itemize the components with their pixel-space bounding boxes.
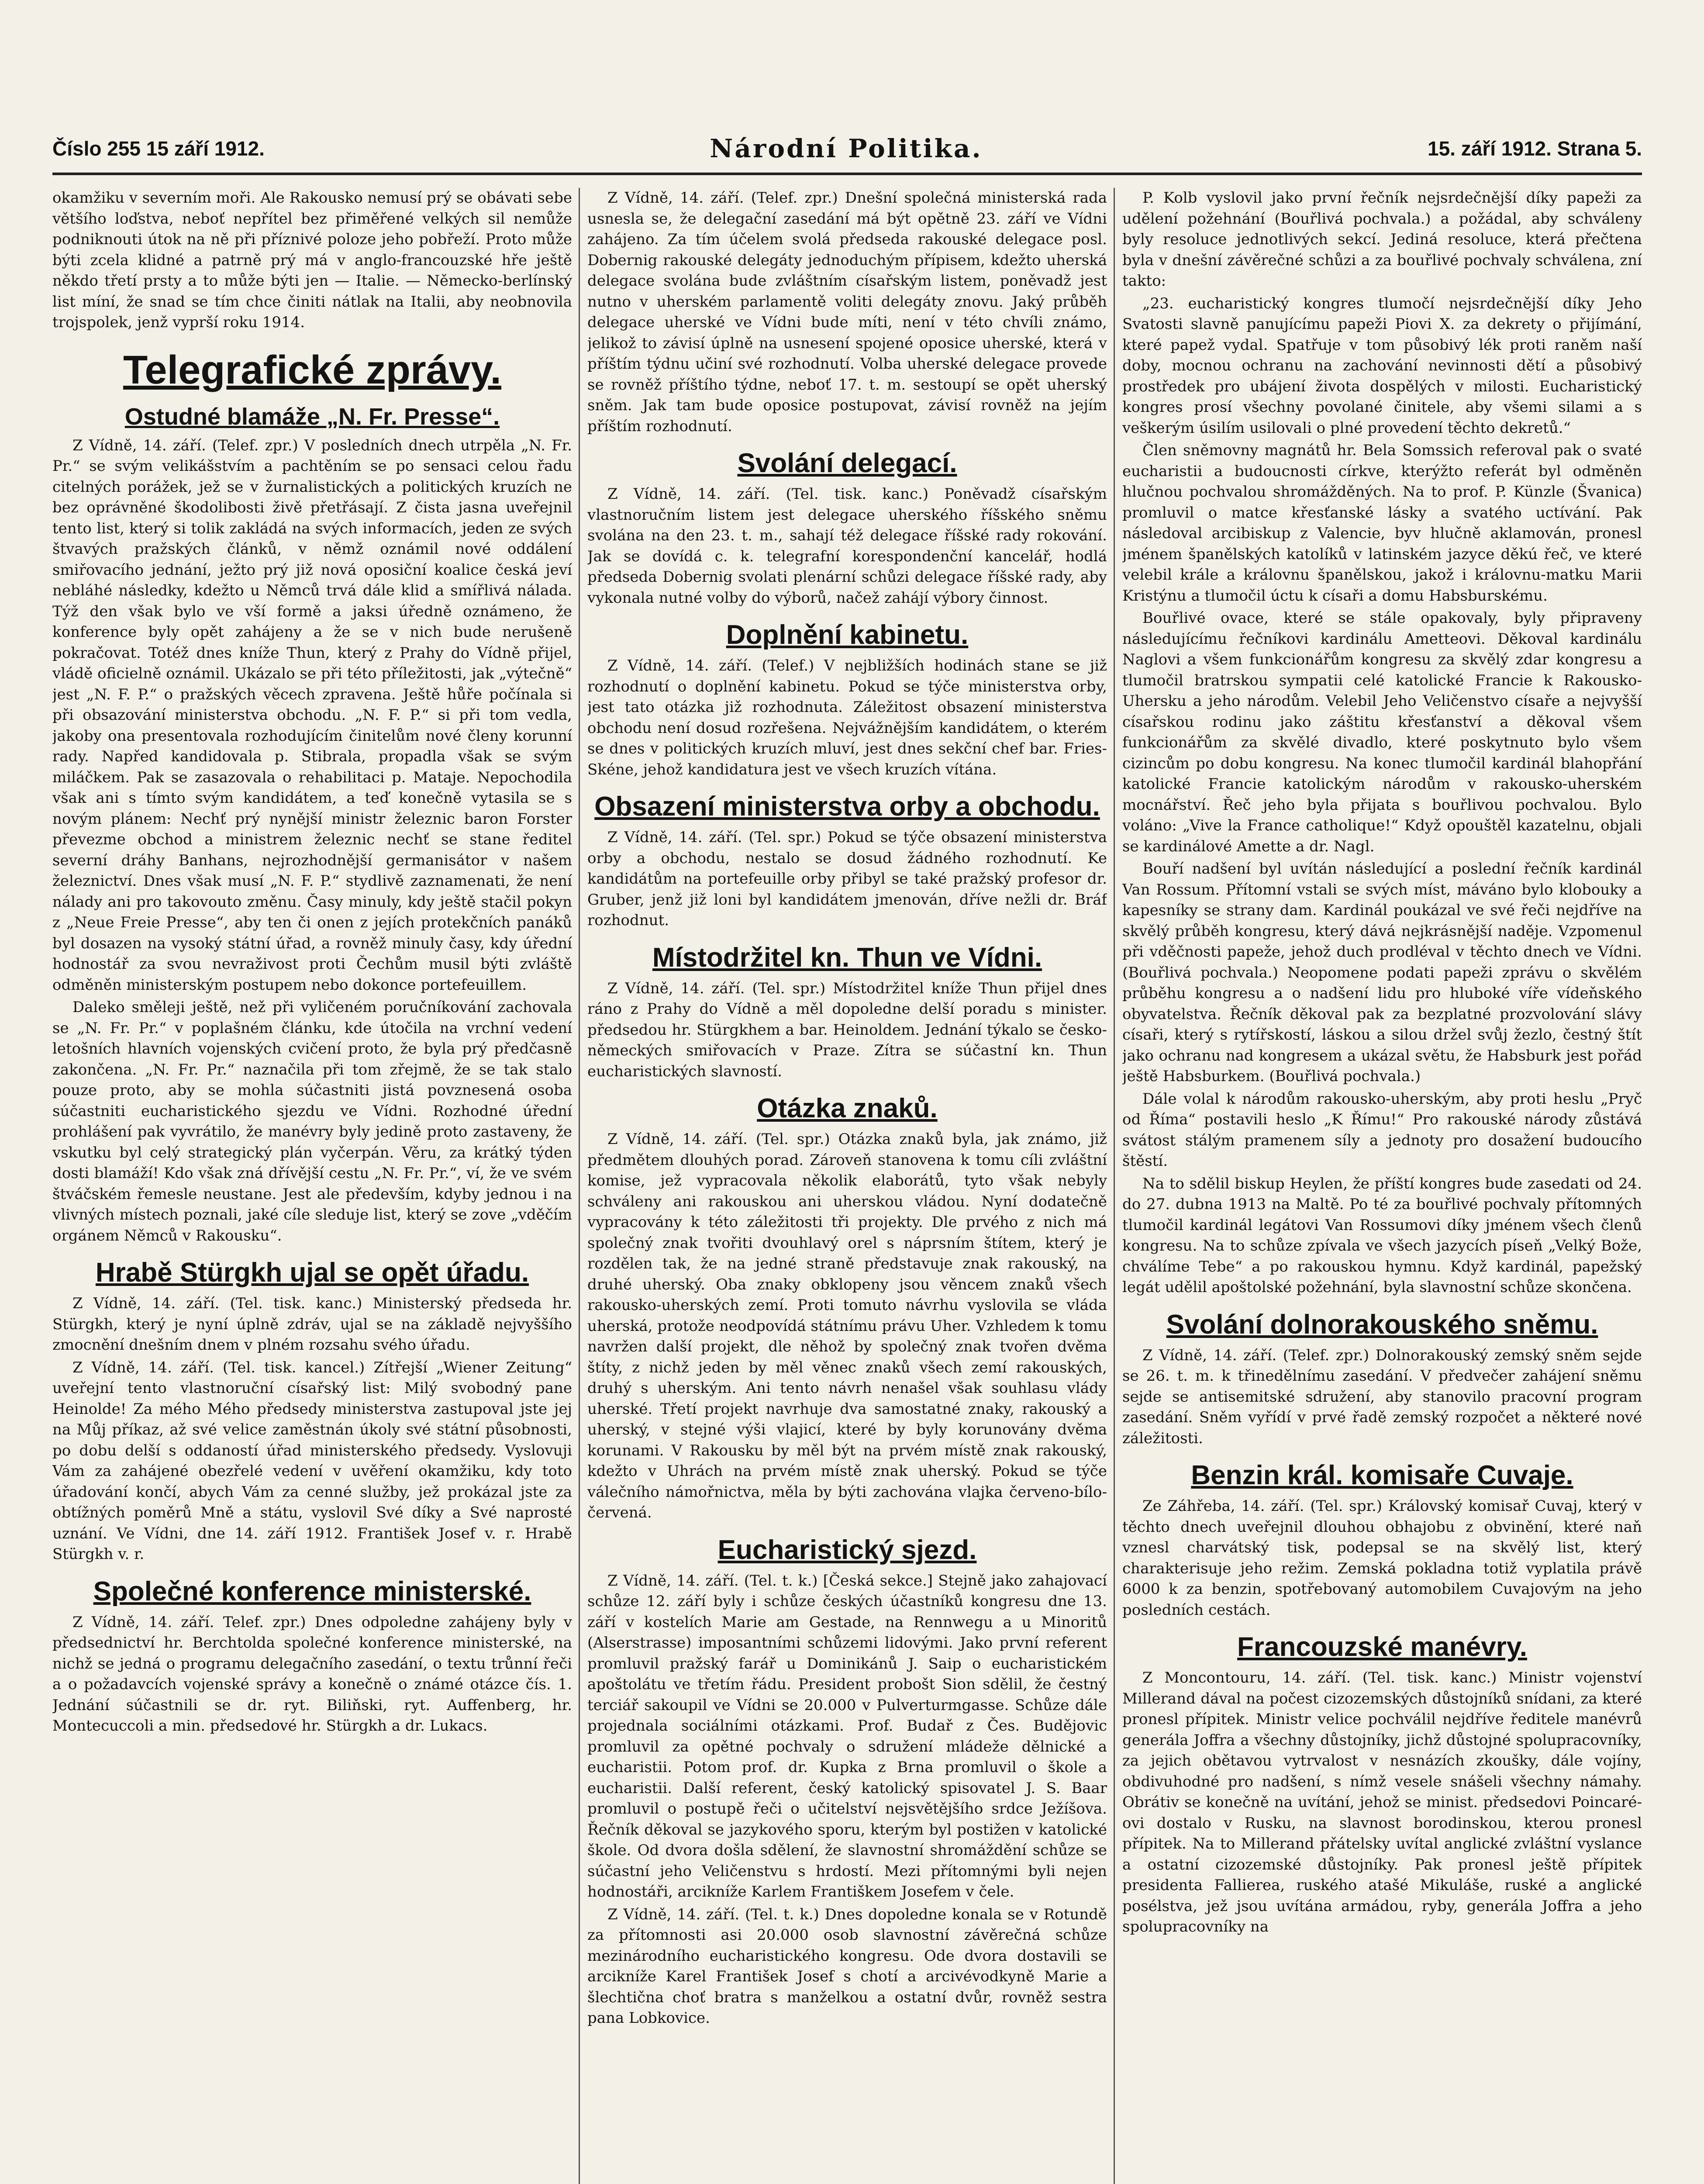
issue-number: Číslo 255 15 září 1912. [52,137,265,160]
headline-eucharisticky-sjezd: Eucharistický sjezd. [717,1534,977,1565]
article-paragraph: Člen sněmovny magnátů hr. Bela Somssich referoval pak o svaté eucharistii a budoucnosti církve, kterýžto referát byl odměněn hlučnou pochvalou shromážděných. Na to prof. P. Künzle (Švanica) promluvil o matce křesťanské lásky a svatého uctívání. Pak následoval arcibiskup z Valencie, byv hlučně aklamován, pronesl jménem španělských katolíků v latinském jazyce děkú řeč, ve které velebil krále a královnu španělskou, jakož i královnu-matku Marii Kristýnu a tlumočil úctu k císaři a domu Habsburskému. [1122,442,1642,605]
column-divider [1114,188,1115,2184]
article-paragraph: Z Moncontouru, 14. září. (Tel. tisk. kanc.) Ministr vojenství Millerand dával na počest cizozemských důstojníků snídani, za které pronesl přípitek. Ministr velice pochválil nejdříve ředitele manévrů generála Joffra a všechny důstojníky, jichž důstojné spolupracovníky, za jejich obětavou vytrvalost v nesnázích zkoušky, dále vojíny, obdivuhodné pro nadšení, s nímž vesele snášeli všechny námahy. Obrátiv se konečně na uvítání, jehož se minist. předsedovi Poincaré-ovi dostalo v Rusku, na slavnost borodinskou, kterou pronesl přípitek. Na to Millerand přátelsky uvítal anglické zvláštní vyslance a ostatní cizozemské důstojníky. Pak pronesl ještě přípitek presidenta Fallierea, ruského atašé Mikuláše, ruské a anglické posélstva, jež jsou uvítána armádou, ryby, generála Joffra a jeho spolupracovníky na [1122,1669,1642,1935]
headline-francouzske-manevry: Francouzské manévry. [1237,1632,1527,1662]
headline-otazka-znaku: Otázka znaků. [757,1093,938,1123]
headline-cuvaj: Benzin král. komisaře Cuvaje. [1191,1460,1573,1490]
article-paragraph: Ze Záhřeba, 14. září. (Tel. spr.) Královský komisař Cuvaj, který v těchto dnech uveřejnil dlouhou obhajobu z obvinění, které naň vznesl charvátský tisk, podepsal se na skvělý list, který charakterisuje jeho režim. Zemská pokladna totiž vyplatila právě 6000 k za benzin, spotřebovaný automobilem Cuvajovým na jeho posledních cestách. [1122,1497,1642,1619]
article-paragraph: Z Vídně, 14. září. (Tel. tisk. kancel.) Zítřejší „Wiener Zeitung“ uveřejní tento vlastnoruční císařský list: Milý svobodný pane Heinolde! Za mého Mého předsedy ministerstva zastupoval jste jej na Můj příkaz, až své velice zaměstnán úkoly své státní působnosti, po dobu delší s oddaností úřad ministerského předsedy. Vyslovuji Vám za zahájené obezřelé vedení v uvěření okamžiku, kdy toto úřadování končí, abych Vám za cenné služby, jež prokázal jste za obtížných poměrů Mně a státu, vyslovil Své díky a Své naprosté uznání. Ve Vídni, dne 14. září 1912. František Josef v. r. Hrabě Stürgkh v. r. [52,1358,572,1563]
article-paragraph: Z Vídně, 14. září. (Telef.) V nejbližších hodinách stane se již rozhodnutí o doplnění kabinetu. Pokud se týče ministerstva orby, jest tato otázka již rozhodnuta. Záležitost obsazení ministerstva obchodu není dosud rozřešena. Nejvážnějším kandidátem, o kterém se dnes v politických kruzích mluví, jest dnes sekční chef bar. Fries-Skéne, jehož kandidatura jest ve všech kruzích vítána. [587,657,1107,778]
article-paragraph: Z Vídně, 14. září. (Tel. t. k.) [Česká sekce.] Stejně jako zahajovací schůze 12. září byly i schůze českých účastníků kongresu dne 13. září v kostelích Marie am Gestade, na Rennwegu a u Minoritů (Alserstrasse) imposantními schůzemi lidovými. Jako první referent promluvil pražský farář u Dominikánů J. Saip o eucharistickém apoštolátu ve třetím řádu. President probošt Sion sdělil, že čestný terciář sakoupil ve Vídni se 20.000 v Pulverturmgasse. Schůze dále projednala sociálními otázkami. Prof. Budař z Čes. Budějovic promluvil za opětné pochvaly o sdružení mládeže dělnické a eucharistii. Potom prof. dr. Kupka z Brna promluvil o škole a eucharistii. Další referent, český katolický spisovatel J. S. Baar promluvil o postupě řeči o učitelství nejsvětějšího srdce Ježíšova. Řečník děkoval se jazykového sporu, kterým byl postižen v katolické škole. Od dvora došla sdělení, že slavnostní shromáždění schůze se súčastní jeho Veličenstvu s hrdostí. Mezi přítomnými byli nejen hodnostáři, arcikníže Karlem Františkem Josefem v čele. [587,1572,1107,1901]
headline-sturgkh: Hrabě Stürgkh ujal se opět úřadu. [95,1258,529,1288]
column-1 [52,188,572,2184]
article-paragraph: Z Vídně, 14. září. (Tel. spr.) Otázka znaků byla, jak známo, již předmětem dlouhých porad. Zároveň stanovena k tomu cíli zvláštní komise, jež vypracovala několik elaborátů, tyto však nebyly schváleny ani rakouskou ani uherskou vládou. Nyní dodatečně vypracovány k této záležitosti tři projekty. Dle prvého z nich má společný znak tvořiti dvouhlavý orel s náprsním štítem, který je rozdělen tak, že na jedné straně představuje znak rakouský, na druhé uherský. Oba znaky obklopeny jsou věncem znaků všech rakousko-uherských zemí. Proti tomuto návrhu vyslovila se vláda uherská, protože neodpovídá státnímu právu Uher. Vzhledem k tomu navržen další projekt, dle něhož by společný znak tvořen dvěma štíty, z nichž jeden by měl věnec znaků všech zemí rakouských, druhý s uherským. Ani tento návrh nenašel však souhlasu vlády uherské. Třetí projekt navrhuje dva samostatné znaky, rakouský a uherský, v stejné výši vlajicí, které by byly korunovány dvěma korunami. V Rakousku by měl být na prvém místě znak rakouský, kdežto v Uhrách na prvém místě znak uherský. Pokud se týče válečního námořnictva, měla by býti zachována vlajka červeno-bílo-červená. [587,1130,1107,1521]
section-heading-telegraficke: Telegrafické zprávy. [123,347,501,392]
headline-obsazeni-ministerstva: Obsazení ministerstva orby a obchodu. [594,791,1100,822]
article-paragraph: Bouří nadšení byl uvítán následující a poslední řečník kardinál Van Rossum. Přítomní vstali se svých míst, máváno bylo klobouky a kapesníky se strany dam. Kardinál poukázal ve své řeči nejdříve na skvělý průběh kongresu, který dává nejkrásnější naděje. Vzpomenul při vděčnosti papeže, jehož duch prodléval v těchto dnech ve Vídni. (Bouřlivá pochvala.) Neopomene podati papeži zprávu o skvělém průběhu kongresu a o nadšení lidu pro hluboké víře vídeňského obyvatelstva. Řečník děkoval pak za bezplatné prozvolování slávy císaři, který s rytířskostí, láskou a silou držel svůj žezlo, čestný štít jako ochranu nad kongresem a ukázal světu, že Habsburk jest pořád ještě Habsburkem. (Bouřlivá pochvala.) [1122,860,1642,1085]
article-paragraph: Z Vídně, 14. září. (Tel. tisk. kanc.) Ministerský předseda hr. Stürgkh, který je nyní úplně zdráv, ujal se na základě nejvyššího zmocnění dnešním dnem v plném rozsahu svého úřadu. [52,1295,572,1354]
article-paragraph: Z Vídně, 14. září. (Tel. tisk. kanc.) Poněvadž císařským vlastnoručním listem jest delegace uherského říšského sněmu svolána na den 23. t. m., sahají též delegace říšské rady rokování. Jak se dovídá c. k. telegrafní korespondenční kancelář, hodlá předseda Dobernig svolati plenární schůzi delegace říšské rady, aby vykonala nutné volby do výborů, načež zahájí výbory činnost. [587,485,1107,607]
masthead [52,131,1642,166]
headline-doplneni-kabinetu: Doplnění kabinetu. [726,620,969,650]
article-continuation: okamžiku v severním moři. Ale Rakousko nemusí prý se obávati sebe většího loďstva, neboť nepřítel bez přiměřené velkých sil nemůže podniknouti útok na ně při příznivé poloze jeho pobřeží. Proto může býti zcela klidné a patrně prý má v anglo-francouzské hře ještě někdo třetí prsty a to může býti jen — Italie. — Německo-berlínský list míní, že snad se tím chce činiti nátlak na Italii, aby neobnovila trojspolek, jenž vyprší roku 1914. [52,189,572,331]
article-paragraph: P. Kolb vyslovil jako první řečník nejsrdečnější díky papeži za udělení požehnání (Bouřlivá pochvala.) a požádal, aby schváleny byly resoluce jednotlivých sekcí. Jediná resoluce, která přečtena byla v dnešní závěrečné schůzi a za bouřlivé pochvaly schválena, zní takto: [1122,189,1642,290]
masthead-rule [52,173,1642,175]
article-paragraph: Z Vídně, 14. září. (Tel. spr.) Pokud se týče obsazení ministerstva orby a obchodu, nestalo se dosud žádného rozhodnutí. Ke kandidátům na portefeuille orby přibyl se také pražský profesor dr. Gruber, jenž již loni byl kandidátem jmenován, dříve nežli dr. Bráf rozhodnut. [587,829,1107,929]
headline-blamaze: Ostudné blamáže „N. Fr. Presse“. [124,403,500,430]
column-divider [579,188,580,2184]
headline-spolecne-konference: Společné konference ministerské. [93,1576,531,1607]
article-paragraph: Z Vídně, 14. září. (Telef. zpr.) V posledních dnech utrpěla „N. Fr. Pr.“ se svým velikášstvím a pachtěním se po sensaci celou řadu citelných porážek, jež se v žurnalistických a politických kruzích ne bez oprávněné škodolibosti živě přetřásají. Z čista jasna uveřejnil tento list, který si tolik zakládá na svých informacích, jeden ze svých štvavých pražských článků, v němž oznámil nové oddálení smiřovacího jednání, ježto prý již nová oposiční koalice česká jeví nebláhé následky, kdežto u Němců trvá dále klid a smířlivá nálada. Týž den však bylo ve vší formě a jaksi úředně oznámeno, že konference byly opět zahájeny a že se v nich bude nerušeně pokračovat. Totéž dnes kníže Thun, který z Prahy do Vídně přijel, vládě oficielně oznámil. Ukázalo se při této příležitosti, jak „výtečně“ jest „N. F. P.“ o pražských věcech zpravena. Ještě hůře počínala si při obsazování ministerstva obchodu. „N. F. P.“ si při tom vedla, jakoby ona presentovala rozhodujícím činitelům nové členy korunní rady. Napřed kandidovala p. Stibrala, propadla však se svým miláčkem. Pak se zasazovala o rehabilitaci p. Mataje. Nepochodila však ani s tímto svým kandidátem, a teď konečně vytasila se s novým plánem: Nechť prý nynější ministr železnic baron Forster převezme obchod a ministrem železnic nechť se stane ředitel severní dráhy Banhans, nejrozhodnější germanisátor v našem železnictví. Dnes však musí „N. F. P.“ stydlivě zaznamenati, že není nálady ani pro takovouto změnu. Časy minuly, kdy ještě stačil pokyn z „Neue Freie Presse“, aby ten či onen z jejích protekčních panáků byl dosazen na vysoký státní úřad, a rovněž minuly časy, kdy úřední hodnostář za svou nevraživost proti Čechům musil býti zvláště odměněn ministerským postupem nebo dokonce portefeuillem. [52,436,572,994]
headline-mistodrzitel: Místodržitel kn. Thun ve Vídni. [652,942,1042,973]
newspaper-title: Národní Politika. [710,134,983,163]
article-paragraph: Daleko směleji ještě, než při vyličeném poručníkování zachovala se „N. Fr. Pr.“ v poplašném článku, kde útočila na vrchní vedení letošních hlavních vojenských cvičení proto, že byla prý předčasně zakončena. „N. Fr. Pr.“ naznačila při tom zřejmě, že se tak stalo pouze proto, aby se mohla súčastniti jistá povznesená osoba súčastniti eucharistického sjezdu ve Vídni. Rozhodné úřední prohlášení pak vyvrátilo, že manévry byly jedině proto zastaveny, že vskutku byl celý strategický plán vyčerpán. Věru, za krátký týden dosti blamáží! Kdo však zná dřívější cestu „N. Fr. Pr.“, ví, že ve svém štváčském řemesle neustane. Jest ale především, kdyby jednou i na vlivných místech poznali, jaké cíle sleduje list, který se zove „vděčím orgánem Němců v Rakousku“. [52,999,572,1244]
article-paragraph: Dále volal k národům rakousko-uherským, aby proti heslu „Pryč od Říma“ postavili heslo „K Římu!“ Pro rakouské národy zůstává svátost stálým pramenem síly a jednoty pro dosažení budoucího štěstí. [1122,1090,1642,1170]
column-3 [1122,188,1642,2184]
column-2 [587,188,1107,2184]
article-paragraph: Z Vídně, 14. září. (Tel. spr.) Místodržitel kníže Thun přijel dnes ráno z Prahy do Vídně a měl dopoledne delší poradu s minister. předsedou hr. Stürgkhem a bar. Heinoldem. Jednání týkalo se česko-německých smiřovacích v Praze. Zítra se súčastní kn. Thun eucharistických slavností. [587,979,1107,1080]
headline-svolani-snemu: Svolání dolnorakouského sněmu. [1166,1309,1598,1340]
article-paragraph: Bouřlivé ovace, které se stále opakovaly, byly připraveny následujícímu řečníkovi kardinálu Ametteovi. Děkoval kardinálu Naglovi a všem funkcionářům kongresu za skvělý zdar kongresu a tlumočil bratrskou sympatii celé katolické Francie k Rakousko-Uhersku a jeho národům. Velebil Jeho Veličenstvo císaře a nejvyšší císařskou rodinu jako záštitu křesťanství a děkoval všem funkcionářům za skvělé divadlo, které poskytnuto bylo všem cizincům po dobu kongresu. Na konec tlumočil kardinál blahopřání katolické Francie katolickým národům v rakousko-uherském mocnářství. Řeč jeho byla přijata s bouřlivou pochvalou. Bylo voláno: „Vive la France catholique!“ Když opouštěl kazatelnu, objali se kardinálové Amette a dr. Nagl. [1122,609,1642,855]
article-paragraph: Na to sdělil biskup Heylen, že příští kongres bude zasedati od 24. do 27. dubna 1913 na Maltě. Po té za bouřlivé pochvaly přítomných tlumočil kardinál legátovi Van Rossumovi díky jménem všech členů kongresu. Na to schůze zpívala ve všech jazycích píseň „Velký Bože, chválíme Tebe“ a po rakouskou hymnu. Když kardinál, papežský legát udělil apoštolské požehnání, byla slavnostní schůze skončena. [1122,1175,1642,1296]
article-paragraph: Z Vídně, 14. září. (Tel. t. k.) Dnes dopoledne konala se v Rotundě za přítomnosti asi 20.000 osob slavnostní závěrečná schůze mezinárodního eucharistického kongresu. Ode dvora dostavili se arcikníže Karel František Josef s chotí a arcivévodkyně Marie a šlechtična choť bratra s manželkou a ostatní dvůr, rovněž sestra pana Lobkovice. [587,1905,1107,2027]
article-paragraph: Z Vídně, 14. září. Telef. zpr.) Dnes odpoledne zahájeny byly v předsednictví hr. Berchtolda společné konference ministerské, na nichž se jedná o programu delegačního zasedání, o textu trůnní řeči a o požadavcích vojenské správy a konečně o známé otázce čís. 1. Jednání súčastnili se dr. ryt. Biliňski, ryt. Auffenberg, hr. Montecuccoli a min. předsedové hr. Stürgkh a dr. Lukacs. [52,1613,572,1735]
headline-svolani-delegaci: Svolání delegací. [737,448,957,478]
article-continuation: Z Vídně, 14. září. (Telef. zpr.) Dnešní společná ministerská rada usnesla se, že delegační zasedání má být opětně 23. září ve Vídni zahájeno. Za tím účelem svolá předseda rakouské delegace posl. Dobernig rakouské delegáty jednoduchým přípisem, kdežto uherská delegace svolána bude zvláštním císařským listem, poněvadž jest nutno v uherském parlamentě voliti delegáty znovu. Jaký průběh delegace uherské ve Vídni bude míti, není v této chvíli známo, jelikož to závisí úplně na usnesení spojené oposice uherské, která v příštím týdnu učiní své rozhodnutí. Volba uherské delegace provede se rovněž příštího týdne, neboť 17. t. m. sestoupí se opět uherský sněm. Jak tam bude oposice postupovat, závisí rovněž na jejím příštím rozhodnutí. [587,189,1107,435]
date-and-page: 15. září 1912. Strana 5. [1428,137,1642,160]
article-paragraph: „23. eucharistický kongres tlumočí nejsrdečnější díky Jeho Svatosti slavně panujícímu papeži Piovi X. za dekrety o přijímání, které papež vydal. Spatřuje v tom působivý lék proti raněm naší doby, mocnou ochranu na zachování nevinnosti dětí a působivý prostředek pro ubájení života dospělých v milosti. Eucharistický kongres prosí všechny povolané činitele, aby všemi silami a s veškerým úsilím usilovali o plné provedení těchto dekretů.“ [1122,294,1642,437]
article-paragraph: Z Vídně, 14. září. (Telef. zpr.) Dolnorakouský zemský sněm sejde se 26. t. m. k třinedělnímu zasedání. V předvečer zahájení sněmu sejde se antisemitské sdružení, aby stanovilo pracovní program zasedání. Sněm vyřídí v prvé řadě zemský rozpočet a některé nové záležitosti. [1122,1346,1642,1447]
